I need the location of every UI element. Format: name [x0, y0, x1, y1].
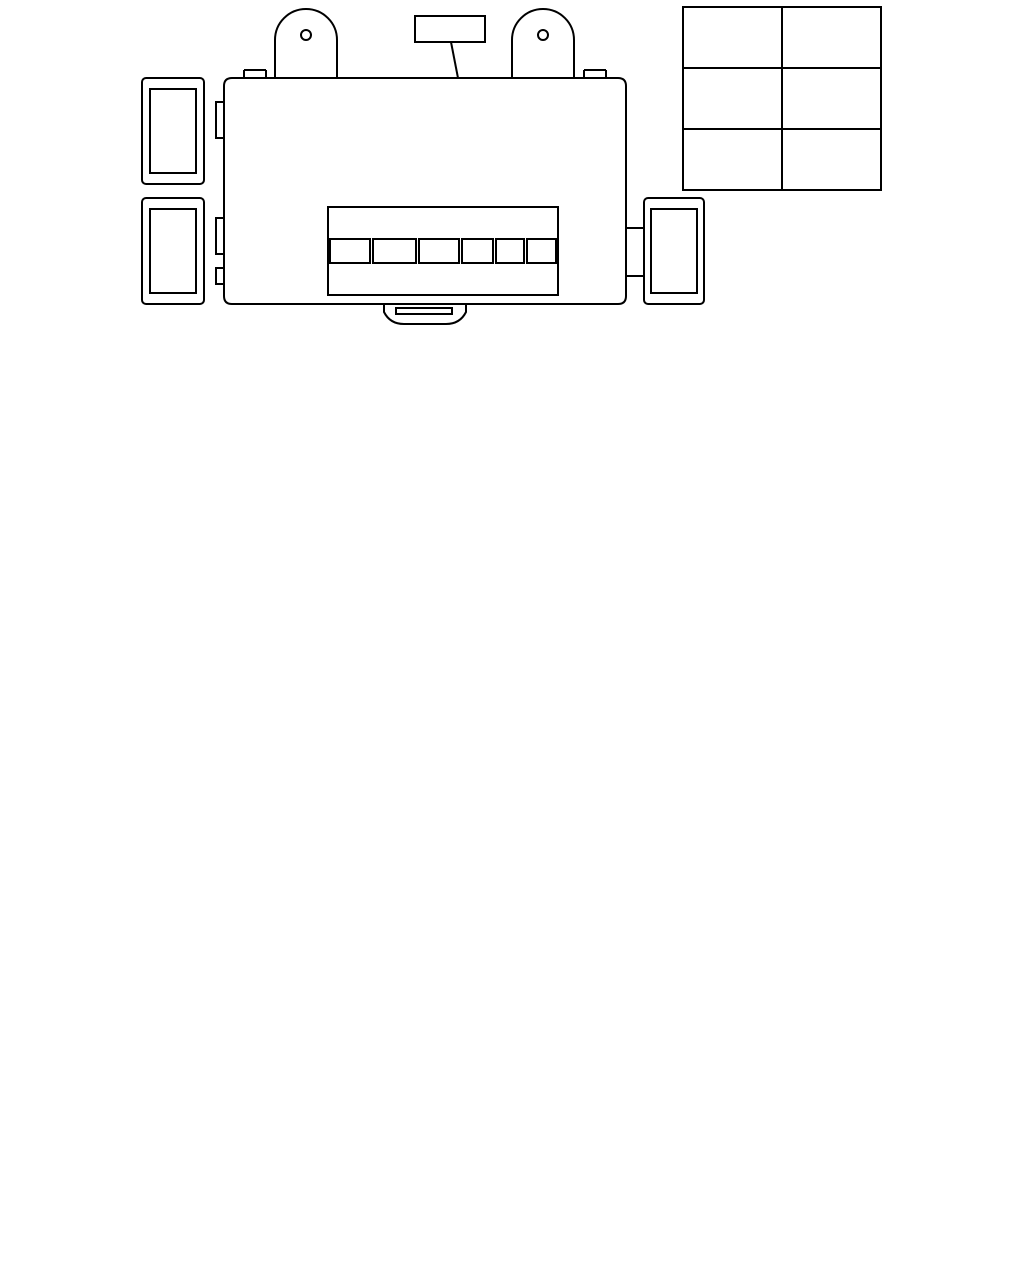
- main-housing: [224, 78, 626, 304]
- relay-box-diagram: [142, 7, 881, 324]
- top-right-relay-block: [683, 7, 881, 190]
- right-relay-pod: [626, 198, 704, 304]
- top-ref-key-box: [415, 16, 485, 42]
- left-upper-relay-pod: [142, 78, 204, 184]
- connector-block: [328, 207, 558, 295]
- mounting-tab-right: [512, 9, 574, 78]
- mounting-tab-left: [275, 9, 337, 78]
- left-lower-relay-pod: [142, 198, 224, 304]
